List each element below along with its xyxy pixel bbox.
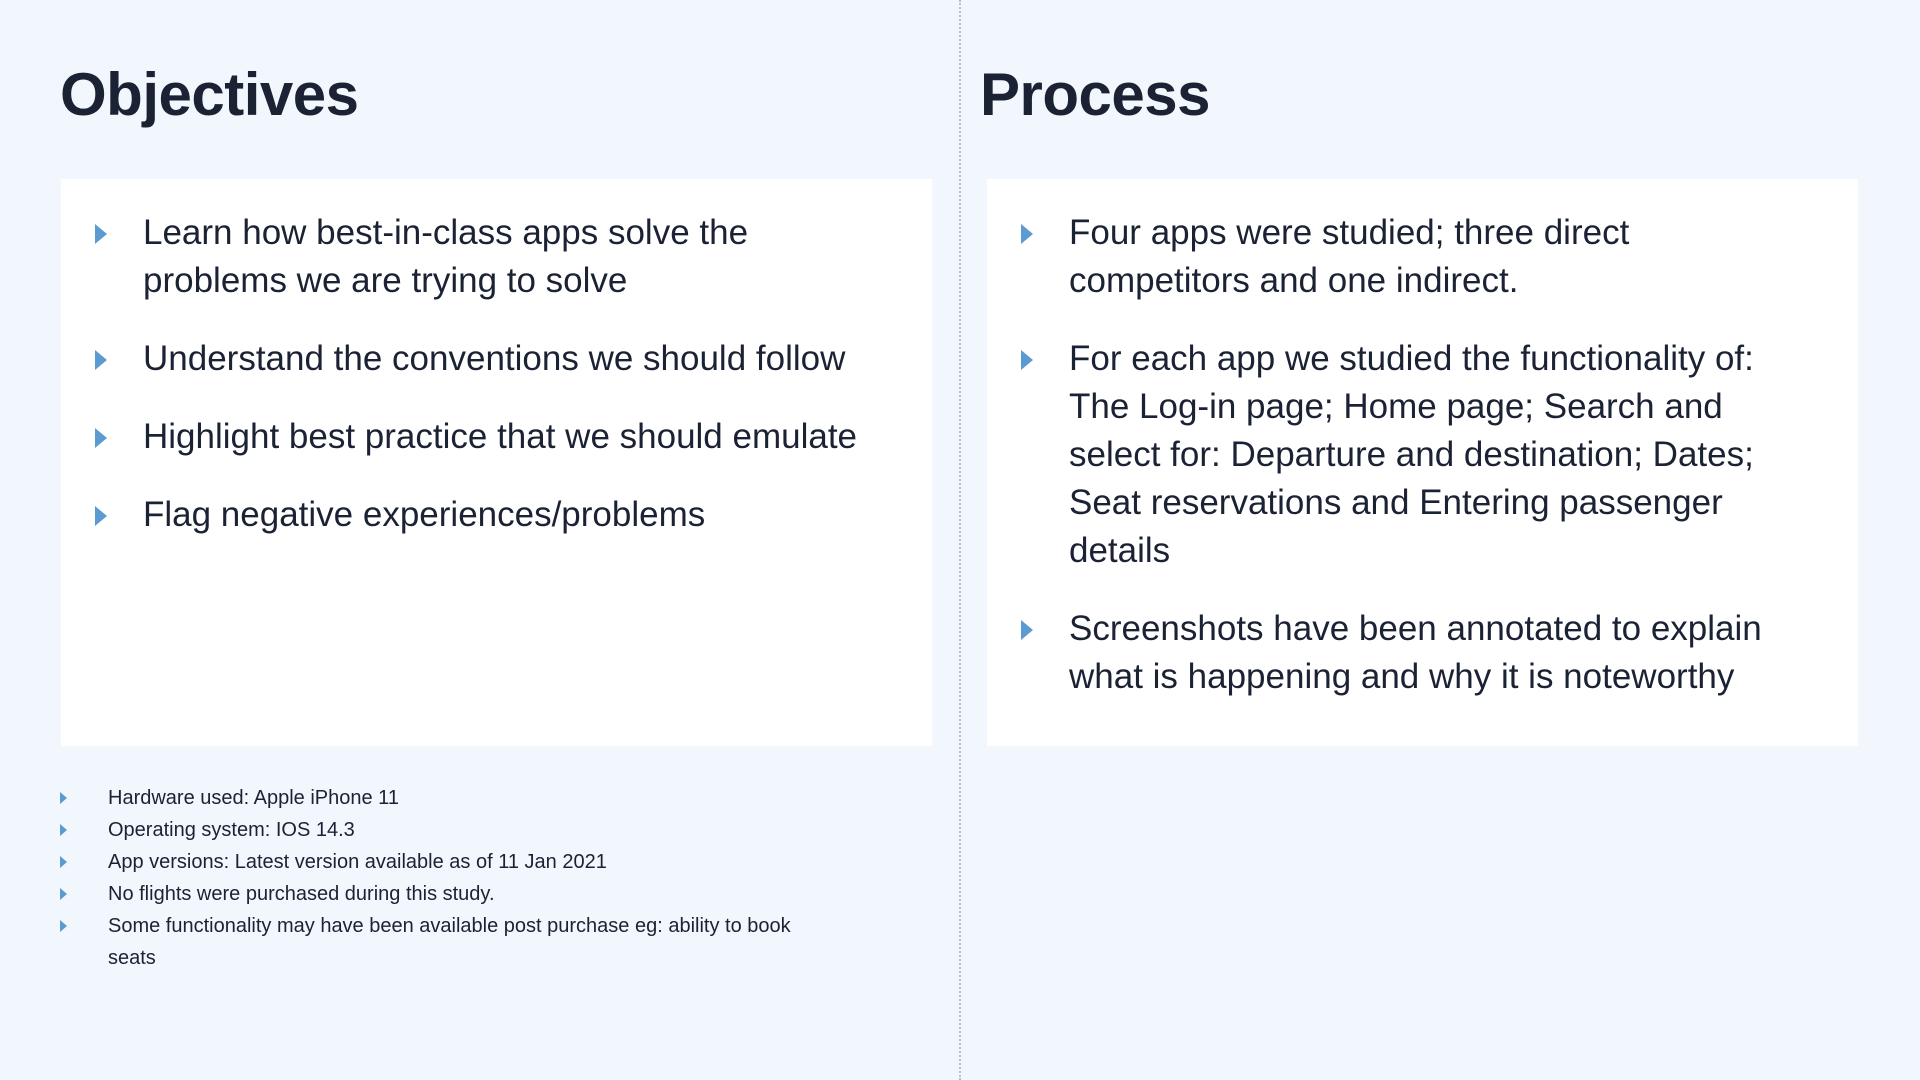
list-item: [1021, 605, 1818, 701]
triangle-bullet-icon: [1021, 620, 1033, 640]
column-divider: [959, 0, 961, 1080]
list-item: [95, 209, 892, 305]
objectives-list: [95, 209, 892, 539]
bullet-text: Four apps were studied; three direct competitors and one indirect.: [1069, 213, 1630, 300]
triangle-bullet-icon: [95, 428, 107, 448]
bullet-text: For each app we studied the functionality of: The Log-in page; Home page; Search and select for: Departure and destination; Dates; Seat reservations and Entering passenger details: [1069, 339, 1754, 570]
study-notes-list: [60, 782, 800, 974]
triangle-bullet-icon: [95, 506, 107, 526]
note-text: Hardware used: Apple iPhone 11: [108, 787, 399, 809]
triangle-bullet-icon: [1021, 350, 1033, 370]
objectives-card: [61, 179, 932, 746]
list-item: [60, 878, 800, 910]
list-item: [1021, 335, 1818, 575]
note-text: Some functionality may have been available post purchase eg: ability to book seats: [108, 915, 791, 969]
triangle-bullet-icon: [60, 824, 67, 836]
note-text: No flights were purchased during this study.: [108, 883, 495, 905]
triangle-bullet-icon: [60, 888, 67, 900]
process-title: Process: [980, 61, 1210, 128]
process-card: [987, 179, 1858, 746]
triangle-bullet-icon: [95, 224, 107, 244]
bullet-text: Learn how best-in-class apps solve the problems we are trying to solve: [143, 213, 749, 300]
triangle-bullet-icon: [60, 920, 67, 932]
list-item: [60, 846, 800, 878]
list-item: [95, 491, 892, 539]
bullet-text: Highlight best practice that we should emulate: [143, 417, 858, 456]
list-item: [60, 814, 800, 846]
triangle-bullet-icon: [95, 350, 107, 370]
triangle-bullet-icon: [60, 792, 67, 804]
bullet-text: Screenshots have been annotated to explain what is happening and why it is noteworthy: [1069, 609, 1762, 696]
list-item: [95, 335, 892, 383]
bullet-text: Understand the conventions we should follow: [143, 339, 846, 378]
list-item: [60, 782, 800, 814]
list-item: [60, 910, 800, 974]
note-text: App versions: Latest version available as of 11 Jan 2021: [108, 851, 607, 873]
list-item: [95, 413, 892, 461]
process-list: [1021, 209, 1818, 701]
list-item: [1021, 209, 1818, 305]
objectives-title: Objectives: [60, 61, 359, 128]
triangle-bullet-icon: [60, 856, 67, 868]
triangle-bullet-icon: [1021, 224, 1033, 244]
note-text: Operating system: IOS 14.3: [108, 819, 355, 841]
bullet-text: Flag negative experiences/problems: [143, 495, 706, 534]
